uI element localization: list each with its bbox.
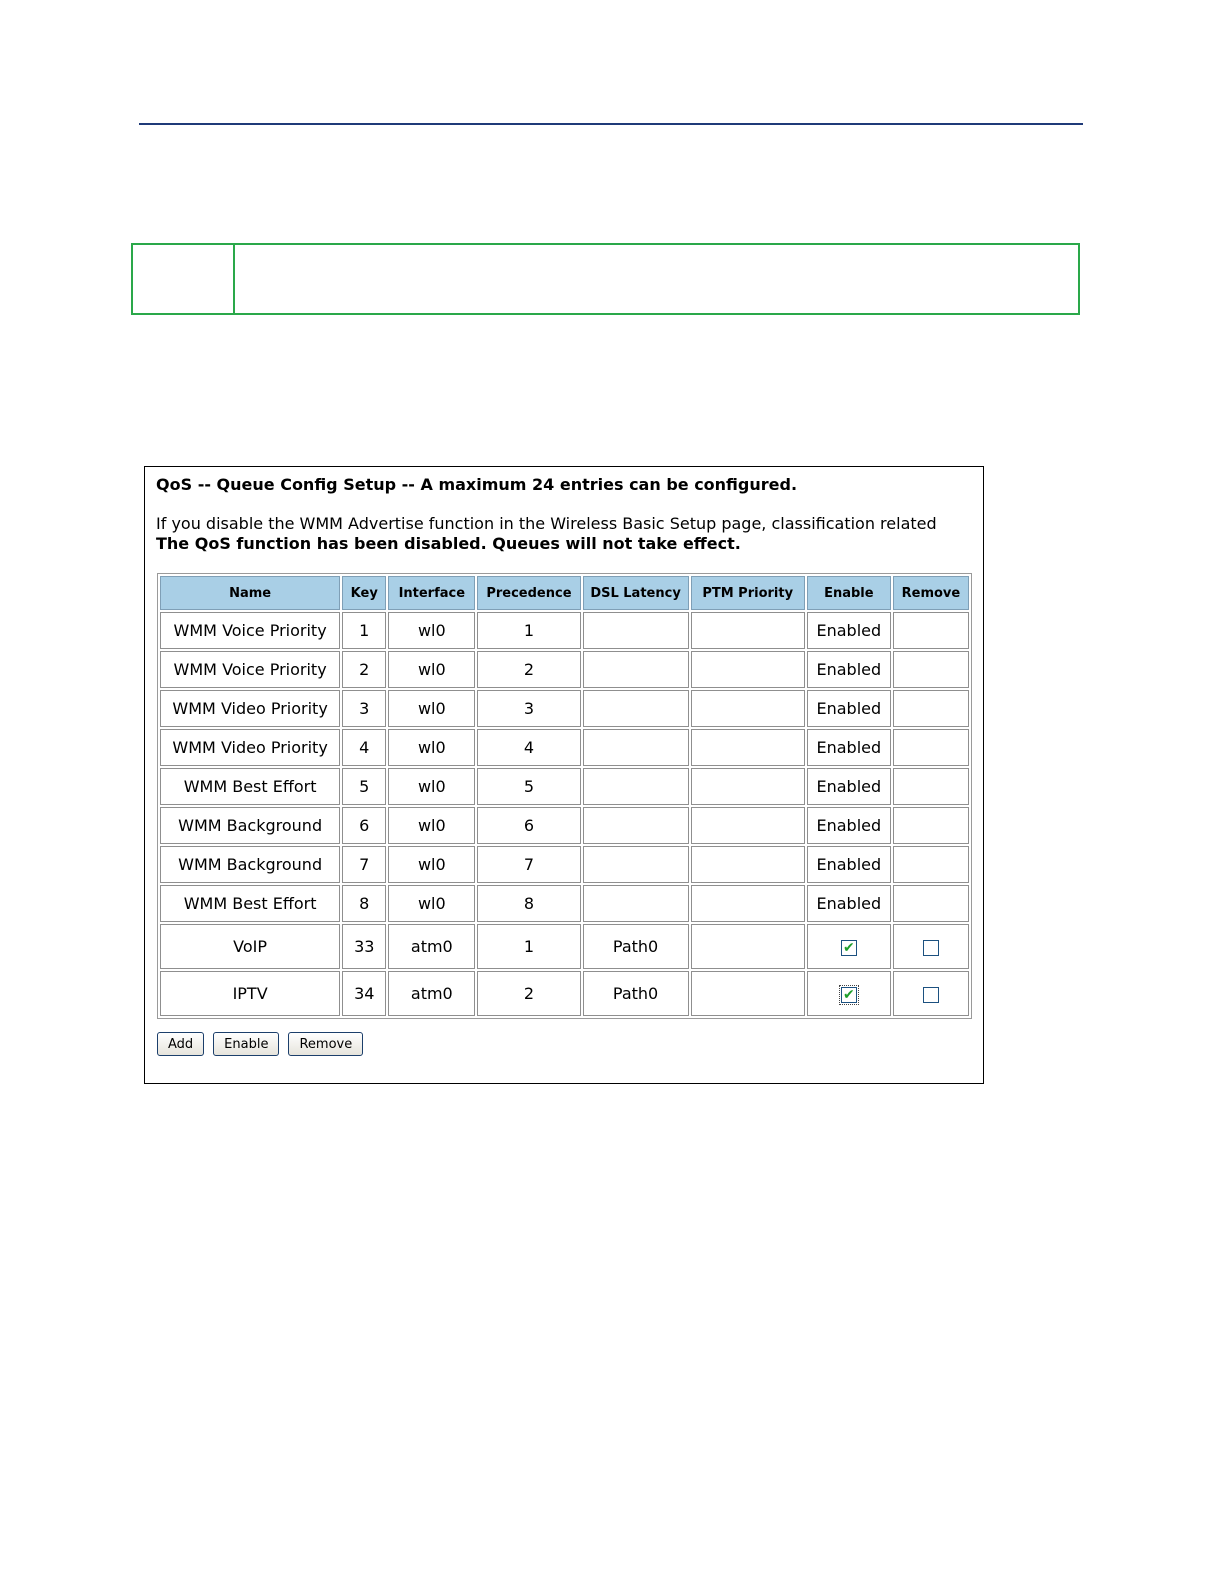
cell-name: WMM Best Effort [160,768,340,805]
table-row [160,846,969,883]
cell-name: WMM Best Effort [160,885,340,922]
panel-warning-text: The QoS function has been disabled. Queues will not take effect. [156,534,741,553]
cell-ptm-priority [691,971,805,1016]
cell-dsl-latency [583,807,689,844]
cell-precedence: 7 [477,846,580,883]
note-box [131,243,1080,315]
table-row [160,612,969,649]
cell-key: 34 [342,971,386,1016]
cell-key: 7 [342,846,386,883]
enable-checkbox-iptv[interactable] [841,987,857,1003]
cell-key: 4 [342,729,386,766]
enable-button[interactable]: Enable [213,1032,279,1056]
cell-name: WMM Video Priority [160,729,340,766]
cell-remove-empty [893,729,969,766]
header-key: Key [342,576,386,610]
cell-ptm-priority [691,651,805,688]
header-ptm-priority: PTM Priority [691,576,805,610]
cell-precedence: 4 [477,729,580,766]
cell-ptm-priority [691,807,805,844]
cell-interface: wl0 [388,768,475,805]
remove-checkbox-voip[interactable] [923,940,939,956]
cell-precedence: 2 [477,651,580,688]
header-remove: Remove [893,576,969,610]
cell-interface: wl0 [388,729,475,766]
cell-enable-status: Enabled [807,612,891,649]
cell-interface: wl0 [388,690,475,727]
table-row [160,729,969,766]
panel-info-text: If you disable the WMM Advertise function in the Wireless Basic Setup page, classification related [156,514,937,533]
cell-ptm-priority [691,846,805,883]
cell-name: WMM Video Priority [160,690,340,727]
cell-precedence: 2 [477,971,580,1016]
cell-remove-empty [893,885,969,922]
cell-dsl-latency: Path0 [583,924,689,969]
cell-enable [807,924,891,969]
cell-remove-empty [893,846,969,883]
table-row [160,807,969,844]
table-row [160,690,969,727]
cell-ptm-priority [691,729,805,766]
cell-remove-empty [893,768,969,805]
cell-ptm-priority [691,612,805,649]
cell-key: 8 [342,885,386,922]
remove-checkbox-iptv[interactable] [923,987,939,1003]
table-row [160,651,969,688]
cell-enable [807,971,891,1016]
cell-remove-empty [893,807,969,844]
add-button[interactable]: Add [157,1032,204,1056]
table-header-row [160,576,969,610]
cell-enable-status: Enabled [807,651,891,688]
cell-interface: wl0 [388,651,475,688]
header-name: Name [160,576,340,610]
cell-precedence: 3 [477,690,580,727]
cell-key: 33 [342,924,386,969]
cell-name: WMM Voice Priority [160,651,340,688]
cell-interface: wl0 [388,612,475,649]
cell-precedence: 8 [477,885,580,922]
cell-enable-status: Enabled [807,846,891,883]
cell-enable-status: Enabled [807,768,891,805]
button-row [157,1032,363,1056]
cell-ptm-priority [691,885,805,922]
cell-name: IPTV [160,971,340,1016]
cell-dsl-latency [583,768,689,805]
cell-key: 3 [342,690,386,727]
qos-queue-config-panel [144,466,984,1084]
cell-precedence: 1 [477,612,580,649]
cell-interface: atm0 [388,924,475,969]
cell-dsl-latency [583,651,689,688]
cell-dsl-latency [583,612,689,649]
cell-interface: wl0 [388,807,475,844]
cell-key: 5 [342,768,386,805]
cell-enable-status: Enabled [807,729,891,766]
header-precedence: Precedence [477,576,580,610]
cell-name: WMM Background [160,807,340,844]
header-dsl-latency: DSL Latency [583,576,689,610]
cell-remove [893,924,969,969]
queue-table [157,573,972,1019]
cell-enable-status: Enabled [807,885,891,922]
check-icon: ✔ [842,986,855,1003]
cell-dsl-latency [583,690,689,727]
cell-ptm-priority [691,690,805,727]
cell-name: WMM Background [160,846,340,883]
note-box-right-cell [235,245,1078,313]
header-interface: Interface [388,576,475,610]
cell-interface: atm0 [388,971,475,1016]
cell-ptm-priority [691,768,805,805]
table-row [160,971,969,1016]
cell-ptm-priority [691,924,805,969]
cell-dsl-latency [583,846,689,883]
enable-checkbox-voip[interactable] [841,940,857,956]
panel-title: QoS -- Queue Config Setup -- A maximum 24 entries can be configured. [156,475,798,494]
cell-interface: wl0 [388,885,475,922]
cell-precedence: 6 [477,807,580,844]
cell-precedence: 1 [477,924,580,969]
cell-key: 6 [342,807,386,844]
top-rule [139,123,1083,125]
check-icon: ✔ [842,939,855,956]
cell-remove [893,971,969,1016]
cell-remove-empty [893,690,969,727]
cell-enable-status: Enabled [807,807,891,844]
cell-remove-empty [893,651,969,688]
cell-enable-status: Enabled [807,690,891,727]
cell-name: WMM Voice Priority [160,612,340,649]
table-row [160,768,969,805]
cell-interface: wl0 [388,846,475,883]
table-row [160,885,969,922]
table-row [160,924,969,969]
cell-remove-empty [893,612,969,649]
cell-precedence: 5 [477,768,580,805]
cell-dsl-latency [583,729,689,766]
header-enable: Enable [807,576,891,610]
cell-name: VoIP [160,924,340,969]
cell-dsl-latency [583,885,689,922]
cell-key: 1 [342,612,386,649]
note-box-left-cell [133,245,235,313]
remove-button[interactable]: Remove [288,1032,363,1056]
cell-key: 2 [342,651,386,688]
cell-dsl-latency: Path0 [583,971,689,1016]
